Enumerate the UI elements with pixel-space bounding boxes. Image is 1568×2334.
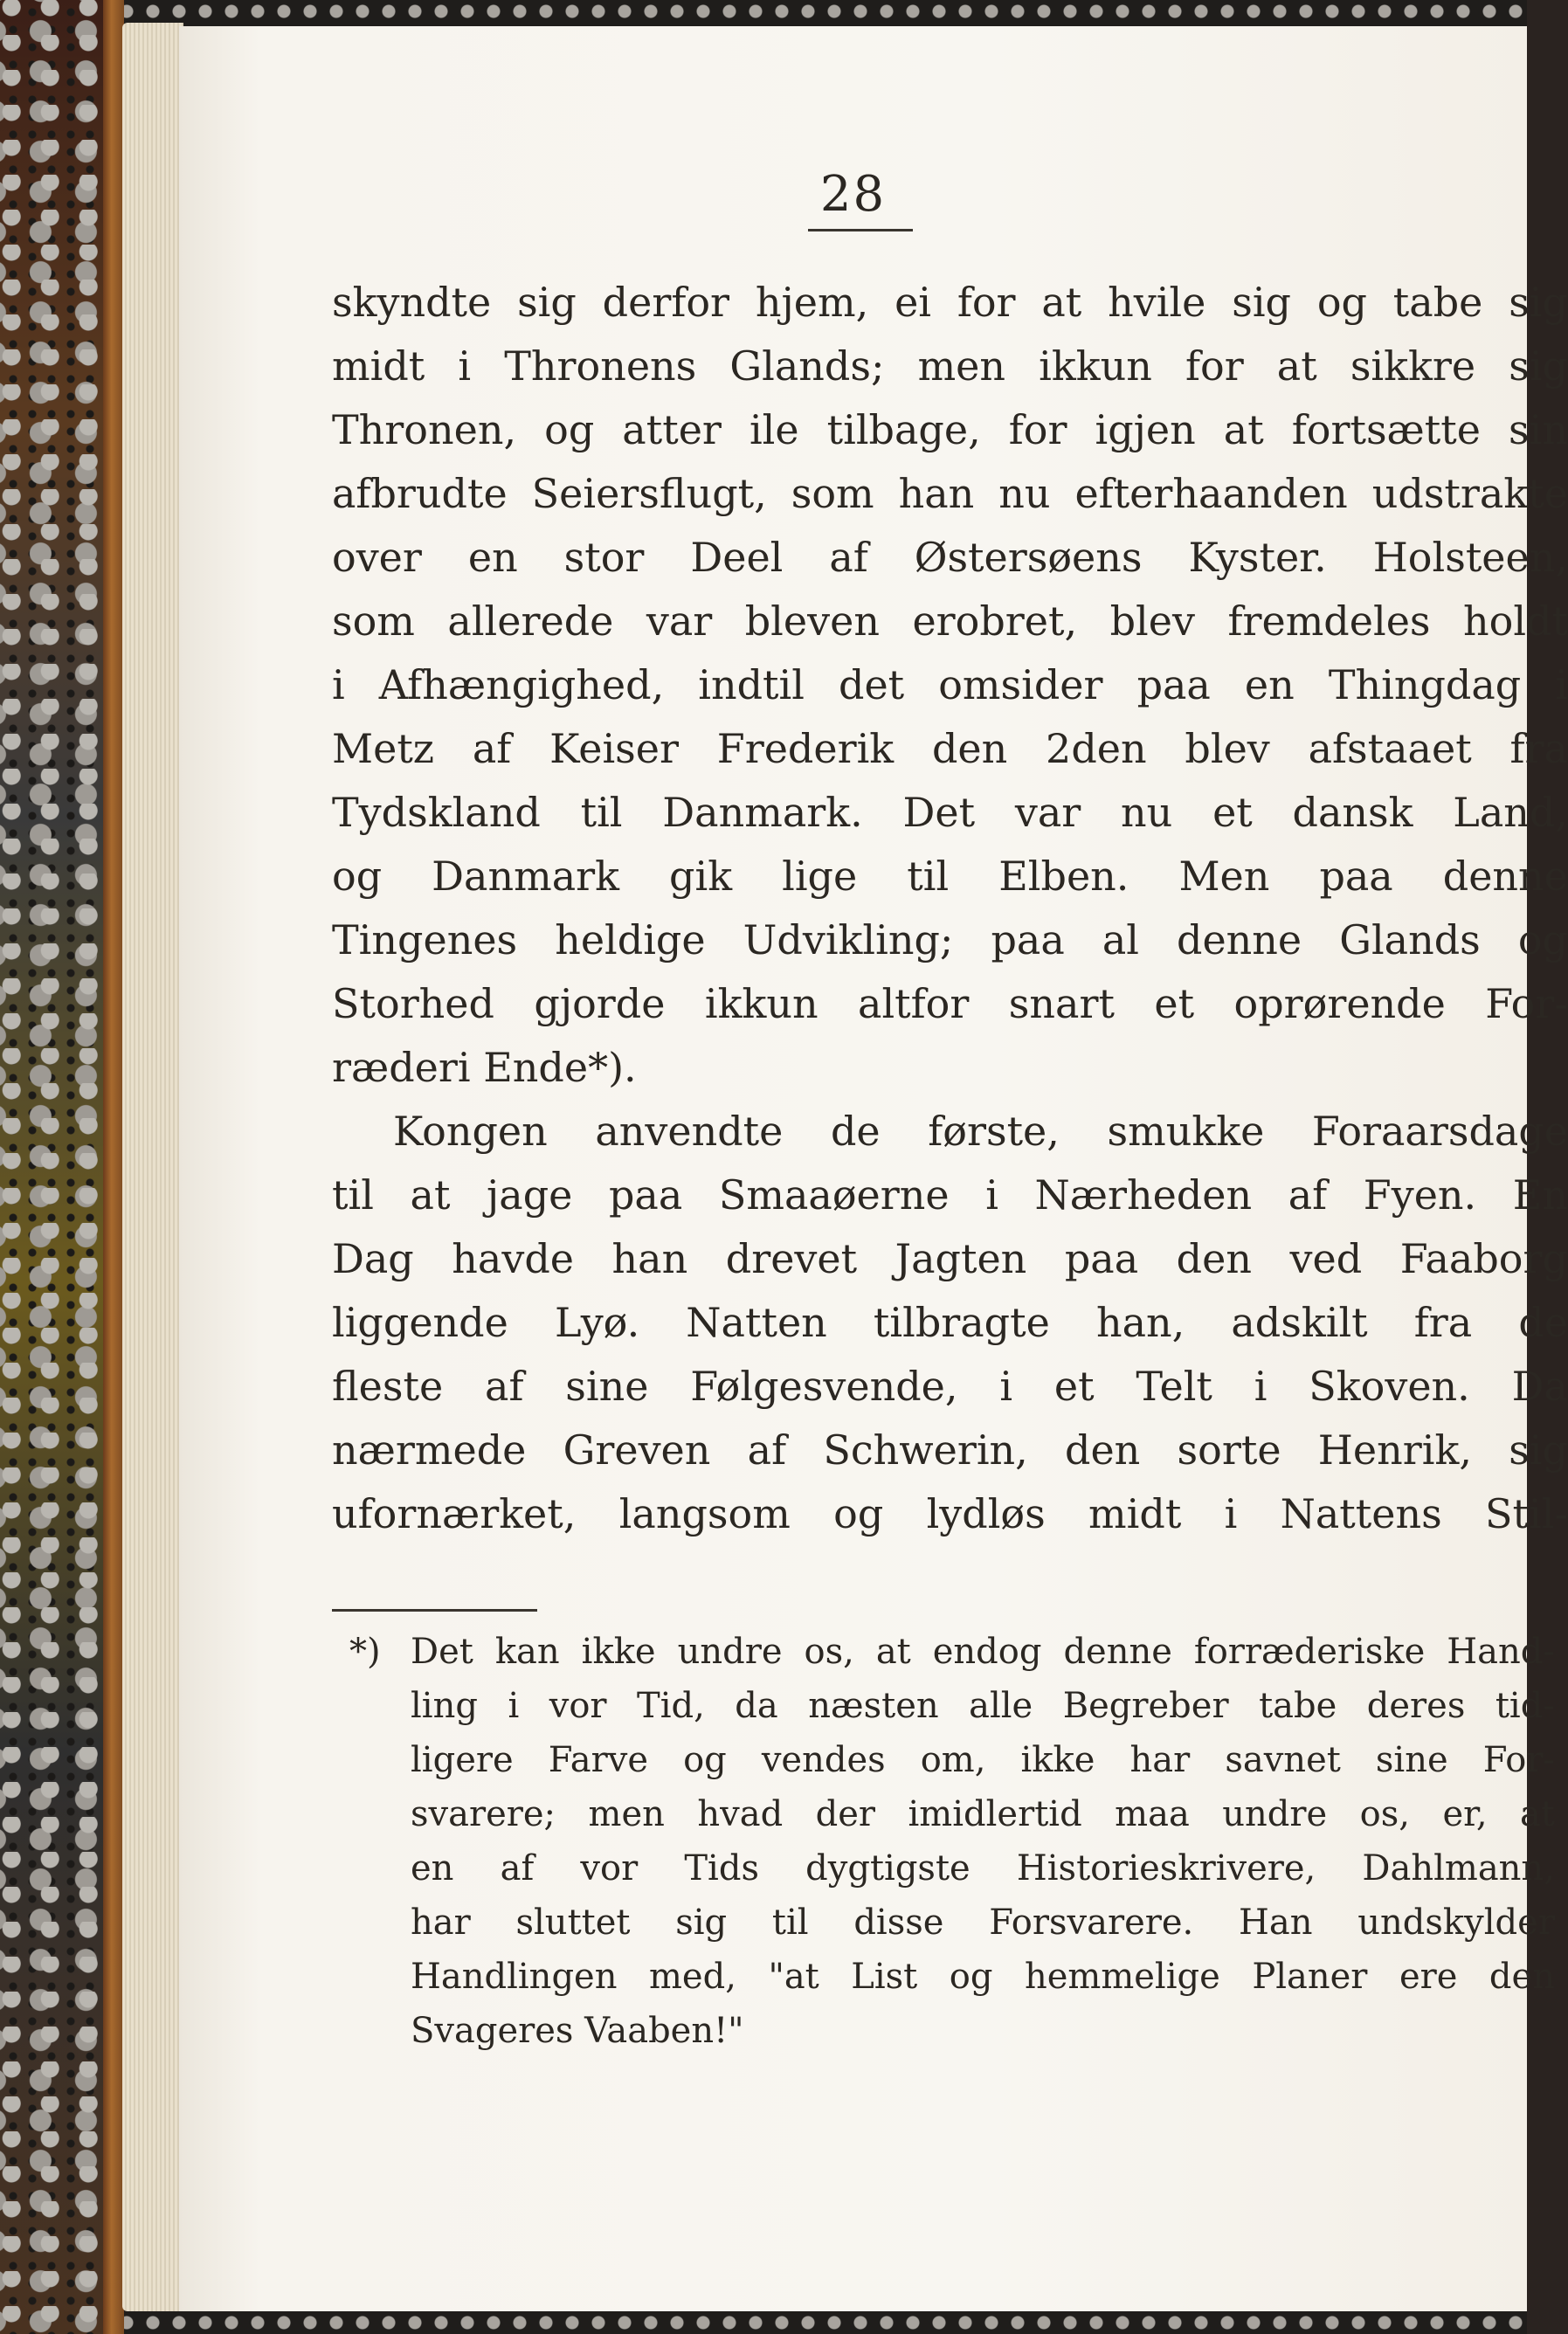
word: os, [804, 1632, 854, 1672]
marbled-endpaper [0, 0, 114, 2334]
word: har [1129, 1740, 1191, 1780]
word: For- [1482, 1740, 1555, 1780]
word: han [611, 1235, 688, 1282]
word: Smaaøerne [718, 1171, 950, 1219]
word: snart [1008, 980, 1115, 1027]
word: indtil [698, 661, 805, 708]
word: Seiersflugt, [531, 470, 767, 517]
word: Natten [686, 1299, 827, 1346]
footnote-line [332, 1896, 1555, 1950]
footnote-rule [332, 1609, 537, 1612]
word: lydløs [926, 1490, 1046, 1537]
word: Land, [1453, 789, 1568, 836]
word: 2den [1046, 725, 1147, 772]
word: han, [1095, 1299, 1185, 1346]
word: de [1518, 1299, 1568, 1346]
word: om, [920, 1740, 986, 1780]
word: ikke [1020, 1740, 1095, 1780]
word: dansk [1292, 789, 1413, 836]
word: atter [622, 406, 722, 453]
word: afstaaet [1308, 725, 1472, 772]
word: sig [517, 279, 577, 326]
word: denne [1442, 853, 1568, 900]
word: Tids [684, 1848, 759, 1889]
word: nu [1121, 789, 1173, 836]
word: Nærheden [1034, 1171, 1253, 1219]
word: den [1176, 1235, 1252, 1282]
word: af [1288, 1171, 1328, 1219]
word: den [1489, 1957, 1555, 1997]
word: som [791, 470, 874, 517]
text-line [332, 845, 1568, 908]
word: Tydskland [332, 789, 541, 836]
text-line [332, 335, 1568, 398]
footnote-marker: *) [349, 1632, 381, 1672]
word: at [1520, 1794, 1555, 1834]
word: ile [749, 406, 799, 453]
word: at [410, 1171, 451, 1219]
word: sig [1509, 342, 1568, 390]
word: hvile [1108, 279, 1206, 326]
word: lige [782, 853, 858, 900]
word: til [771, 1902, 809, 1943]
word: kan [494, 1632, 560, 1672]
footnote-line [332, 1625, 1555, 1679]
marbled-bottom-edge [114, 2311, 1527, 2334]
word: til [907, 853, 950, 900]
word: sorte [1177, 1426, 1281, 1474]
word: liggende [332, 1299, 508, 1346]
word: Thingdag [1328, 661, 1522, 708]
word: i [1555, 661, 1568, 708]
word: sig [1509, 1426, 1568, 1474]
word: sluttet [515, 1902, 631, 1943]
word: som [332, 597, 415, 645]
word: Det [411, 1632, 473, 1672]
word: stor [563, 534, 645, 581]
word: sig [1509, 279, 1568, 326]
word: heldige [555, 916, 706, 963]
word: er, [1442, 1794, 1488, 1834]
word: alle [969, 1686, 1033, 1726]
word: gjorde [534, 980, 666, 1027]
word: sine [565, 1363, 649, 1410]
word: en [467, 534, 518, 581]
word: næsten [808, 1686, 939, 1726]
word: vendes [761, 1740, 886, 1780]
word: Keiser [549, 725, 679, 772]
text-line [332, 462, 1568, 526]
word: i [1224, 1490, 1238, 1537]
word: endog [932, 1632, 1042, 1672]
word: ligere [411, 1740, 514, 1780]
word: drevet [725, 1235, 858, 1282]
marbled-top-edge [114, 0, 1527, 26]
word: til [580, 789, 623, 836]
word: Udvikling; [743, 916, 954, 963]
word: i [458, 342, 472, 390]
word: sig [675, 1902, 728, 1943]
word: For- [1485, 980, 1568, 1027]
word: Kongen [393, 1108, 548, 1155]
word: fleste [332, 1363, 444, 1410]
word: Hand- [1447, 1632, 1555, 1672]
word: Østersøens [914, 534, 1143, 581]
word: havde [452, 1235, 575, 1282]
word: Elben. [998, 853, 1129, 900]
word: maa [1115, 1794, 1190, 1834]
word: og [1517, 916, 1568, 963]
word: og [544, 406, 595, 453]
word: afbrudte [332, 470, 508, 517]
word: disse [853, 1902, 944, 1943]
word: hvad [697, 1794, 784, 1834]
word: for [957, 279, 1016, 326]
word: Holsteen, [1372, 534, 1568, 581]
word: for [1185, 342, 1244, 390]
word: at [1276, 342, 1317, 390]
word: allerede [447, 597, 614, 645]
word: paa [1136, 661, 1211, 708]
footnote-line [332, 1733, 1555, 1787]
word: svarere; [411, 1794, 556, 1834]
word: for [1008, 406, 1067, 453]
word: Men [1178, 853, 1270, 900]
word: Greven [563, 1426, 711, 1474]
word: en [411, 1848, 454, 1889]
word: Nattens [1280, 1490, 1442, 1537]
word: hemmelige [1024, 1957, 1220, 1997]
word: holdt [1463, 597, 1568, 645]
word: Planer [1252, 1957, 1368, 1997]
footnote-line [332, 1679, 1555, 1733]
word: sig [1232, 279, 1291, 326]
word: Farve [548, 1740, 648, 1780]
word: Kyster. [1188, 534, 1327, 581]
word: Glands; [729, 342, 885, 390]
word: efterhaanden [1074, 470, 1348, 517]
word: ved [1289, 1235, 1363, 1282]
word: Forsvarere. [989, 1902, 1194, 1943]
word: Deel [690, 534, 784, 581]
word: og [683, 1740, 727, 1780]
word: langsom [618, 1490, 791, 1537]
word: denne [1177, 916, 1302, 963]
word: Følgesvende, [690, 1363, 958, 1410]
word: af [472, 725, 512, 772]
text-line [332, 271, 1568, 335]
word: nærmede [332, 1426, 527, 1474]
word: Henrik, [1317, 1426, 1472, 1474]
word: fra [1413, 1299, 1473, 1346]
word: vor [549, 1686, 607, 1726]
word: undre [1222, 1794, 1328, 1834]
word: Dahlmann, [1362, 1848, 1555, 1889]
word: Historieskrivere, [1016, 1848, 1316, 1889]
footnote-line [332, 1950, 1555, 2004]
word: første, [928, 1108, 1060, 1155]
word: Det [902, 789, 976, 836]
word: derfor [602, 279, 730, 326]
word: gik [669, 853, 733, 900]
word: Tid, [637, 1686, 705, 1726]
word: undskylder [1357, 1902, 1555, 1943]
word: han [898, 470, 975, 517]
word: midt [1088, 1490, 1182, 1537]
page-number-rule [808, 229, 913, 231]
word: Telt [1136, 1363, 1212, 1410]
word: adskilt [1231, 1299, 1368, 1346]
word: den [931, 725, 1008, 772]
word: erobret, [912, 597, 1078, 645]
word: En [1512, 1171, 1568, 1219]
word: Storhed [332, 980, 494, 1027]
word: Begreber [1062, 1686, 1229, 1726]
word: ikkun [704, 980, 819, 1027]
word: Danmark. [662, 789, 863, 836]
word: fremdeles [1227, 597, 1431, 645]
text-line [332, 781, 1568, 845]
book-page [179, 26, 1568, 2311]
word: denne [1063, 1632, 1172, 1672]
word: dygtigste [805, 1848, 971, 1889]
word: og [1316, 279, 1367, 326]
word: af [500, 1848, 535, 1889]
word: undre [677, 1632, 783, 1672]
word: i [332, 661, 345, 708]
word: hjem, [755, 279, 869, 326]
word: omsider [938, 661, 1103, 708]
word: Tingenes [332, 916, 518, 963]
word: savnet [1225, 1740, 1341, 1780]
word: tabe [1259, 1686, 1337, 1726]
word: nu [998, 470, 1051, 517]
word: ufornærket, [332, 1490, 577, 1537]
page-number: 28 [819, 166, 887, 223]
word: Han [1239, 1902, 1313, 1943]
footnote [332, 1625, 1555, 2058]
word: Fyen. [1363, 1171, 1477, 1219]
word: et [1053, 1363, 1095, 1410]
word: paa [608, 1171, 683, 1219]
word: var [646, 597, 713, 645]
text-line [332, 590, 1568, 653]
word: List [851, 1957, 918, 1997]
word: i [985, 1171, 998, 1219]
word: vor [580, 1848, 639, 1889]
word: smukke [1107, 1108, 1265, 1155]
word: i [1254, 1363, 1268, 1410]
word: og [949, 1957, 993, 1997]
body-text [332, 271, 1568, 1546]
word: Foraarsdage [1311, 1108, 1568, 1155]
text-line [332, 908, 1568, 972]
word: var [1014, 789, 1081, 836]
text-line [332, 653, 1568, 717]
book-cover-edge [103, 0, 124, 2334]
word: al [1102, 916, 1139, 963]
word: at [1041, 279, 1082, 326]
word: udstrakte [1371, 470, 1568, 517]
word: med, [649, 1957, 736, 1997]
footnote-line [332, 1787, 1555, 1841]
word: Dag [332, 1235, 414, 1282]
text-line [332, 1227, 1568, 1291]
word: paa [1319, 853, 1393, 900]
word: Handlingen [411, 1957, 618, 1997]
word: Schwerin, [823, 1426, 1028, 1474]
word: og [833, 1490, 884, 1537]
word: Metz [332, 725, 435, 772]
word: Thronens [504, 342, 697, 390]
word: ling [411, 1686, 478, 1726]
text-line: ræderi Ende*). [332, 1044, 637, 1091]
word: der [815, 1794, 876, 1834]
word: deres [1366, 1686, 1466, 1726]
text-line [332, 1164, 1568, 1227]
word: Thronen, [332, 406, 517, 453]
word: blev [1185, 725, 1270, 772]
word: at [1223, 406, 1264, 453]
word: paa [1064, 1235, 1139, 1282]
word: igjen [1095, 406, 1196, 453]
word: Skoven. [1309, 1363, 1470, 1410]
word: forræderiske [1193, 1632, 1426, 1672]
word: tid- [1495, 1686, 1555, 1726]
word: tabe [1392, 279, 1483, 326]
word: den [1065, 1426, 1141, 1474]
footnote-line: Svageres Vaaben!" [411, 2011, 744, 2051]
word: ei [895, 279, 931, 326]
word: en [1244, 661, 1295, 708]
text-line [332, 717, 1568, 781]
text-line [332, 1419, 1568, 1482]
word: af [485, 1363, 524, 1410]
word: imidlertid [908, 1794, 1082, 1834]
text-line [332, 972, 1568, 1036]
text-line [332, 1482, 1568, 1546]
word: bleven [744, 597, 880, 645]
word: det [839, 661, 905, 708]
word: af [747, 1426, 787, 1474]
word: sine [1375, 1740, 1448, 1780]
text-line [332, 398, 1568, 462]
word: et [1154, 980, 1195, 1027]
page-stack-edges [122, 23, 183, 2311]
word: fra [1509, 725, 1568, 772]
word: ere [1399, 1957, 1458, 1997]
word: paa [991, 916, 1065, 963]
word: Faaborg [1399, 1235, 1568, 1282]
word: men [917, 342, 1006, 390]
footnote-line [332, 1841, 1555, 1896]
word: har [411, 1902, 471, 1943]
word: skyndte [332, 279, 492, 326]
word: da [735, 1686, 778, 1726]
word: ikke [581, 1632, 656, 1672]
word: tilbage, [826, 406, 981, 453]
word: i [999, 1363, 1013, 1410]
word: ikkun [1039, 342, 1152, 390]
word: Frederik [716, 725, 895, 772]
word: tilbragte [873, 1299, 1050, 1346]
word: over [332, 534, 422, 581]
word: Da [1511, 1363, 1568, 1410]
word: men [588, 1794, 665, 1834]
word: blev [1109, 597, 1195, 645]
text-line [332, 1291, 1568, 1355]
word: sikkre [1350, 342, 1476, 390]
word: at [875, 1632, 911, 1672]
word: de [830, 1108, 881, 1155]
text-line [332, 1100, 1568, 1164]
text-line [332, 526, 1568, 590]
word: Stil- [1485, 1490, 1568, 1537]
word: sin [1509, 406, 1568, 453]
word: til [332, 1171, 374, 1219]
word: Lyø. [554, 1299, 640, 1346]
word: af [829, 534, 868, 581]
word: altfor [858, 980, 970, 1027]
word: Glands [1339, 916, 1481, 963]
word: oprørende [1233, 980, 1446, 1027]
word: Afhængighed, [378, 661, 665, 708]
word: "at [768, 1957, 819, 1997]
word: fortsætte [1291, 406, 1481, 453]
word: Danmark [432, 853, 620, 900]
word: og [332, 853, 383, 900]
word: jage [487, 1171, 573, 1219]
word: anvendte [595, 1108, 784, 1155]
word: Jagten [895, 1235, 1027, 1282]
word: et [1212, 789, 1253, 836]
word: midt [332, 342, 425, 390]
word: os, [1359, 1794, 1410, 1834]
word: i [508, 1686, 520, 1726]
text-line [332, 1355, 1568, 1419]
